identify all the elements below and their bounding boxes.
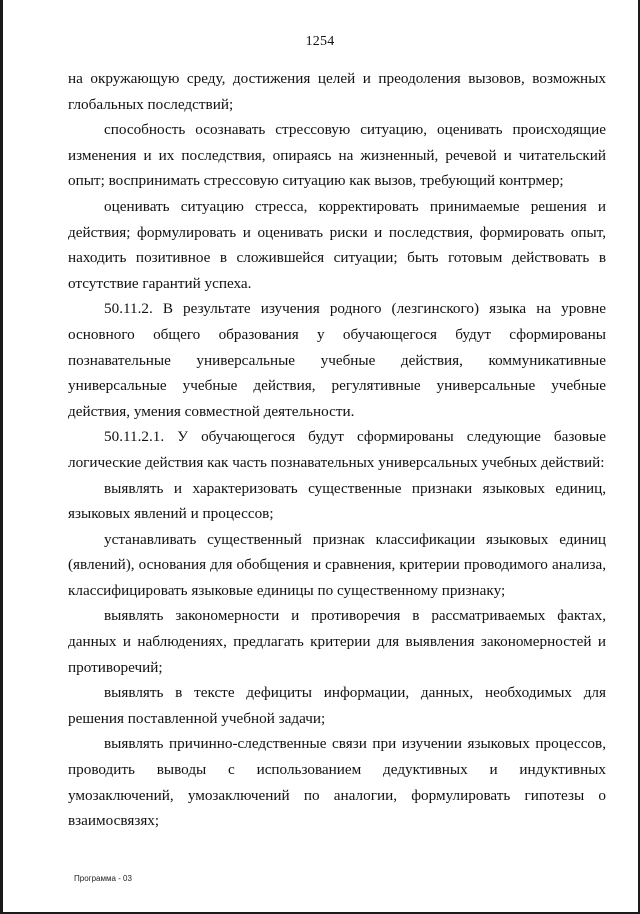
list-item: выявлять в тексте дефициты информации, данных, необходимых для решения поставленной учебной задачи;: [68, 684, 606, 727]
page-number: 1254: [305, 34, 335, 49]
paragraph: способность осознавать стрессовую ситуацию, оценивать происходящие изменения и их последствия, опираясь на жизненный, речевой и читательский опыт; воспринимать стрессовую ситуацию как вызов, требующий контрмер;: [68, 121, 606, 190]
document-body: [68, 66, 606, 834]
list-item: выявлять закономерности и противоречия в рассматриваемых фактах, данных и наблюдениях, предлагать критерии для выявления закономерностей и противоречий;: [68, 607, 606, 676]
section-paragraph: 50.11.2. В результате изучения родного (лезгинского) языка на уровне основного общего образования у обучающегося будут сформированы познавательные универсальные учебные действия, коммуникативные универсальные учебные действия, регулятивные универсальные учебные действия, умения совместной деятельности.: [68, 300, 606, 420]
list-item: выявлять причинно-следственные связи при изучении языковых процессов, проводить выводы с использованием дедуктивных и индуктивных умозаключений, умозаключений по аналогии, формулировать гипотезы о взаимосвязях;: [68, 735, 606, 830]
footer-label: Программа - 03: [74, 874, 132, 883]
paragraph: оценивать ситуацию стресса, корректировать принимаемые решения и действия; формулировать и оценивать риски и последствия, формировать опыт, находить позитивное в сложившейся ситуации; быть готовым действовать в отсутствие гарантий успеха.: [68, 197, 606, 292]
list-item: выявлять и характеризовать существенные признаки языковых единиц, языковых явлений и процессов;: [68, 479, 606, 523]
paragraph: на окружающую среду, достижения целей и преодоления вызовов, возможных глобальных последствий;: [68, 70, 606, 113]
subsection-paragraph: 50.11.2.1. У обучающегося будут сформированы следующие базовые логические действия как часть познавательных универсальных учебных действий:: [68, 428, 606, 471]
list-item: устанавливать существенный признак классификации языковых единиц (явлений), основания для обобщения и сравнения, критерии проводимого анализа, классифицировать языковые единицы по существенному признаку;: [68, 530, 606, 599]
